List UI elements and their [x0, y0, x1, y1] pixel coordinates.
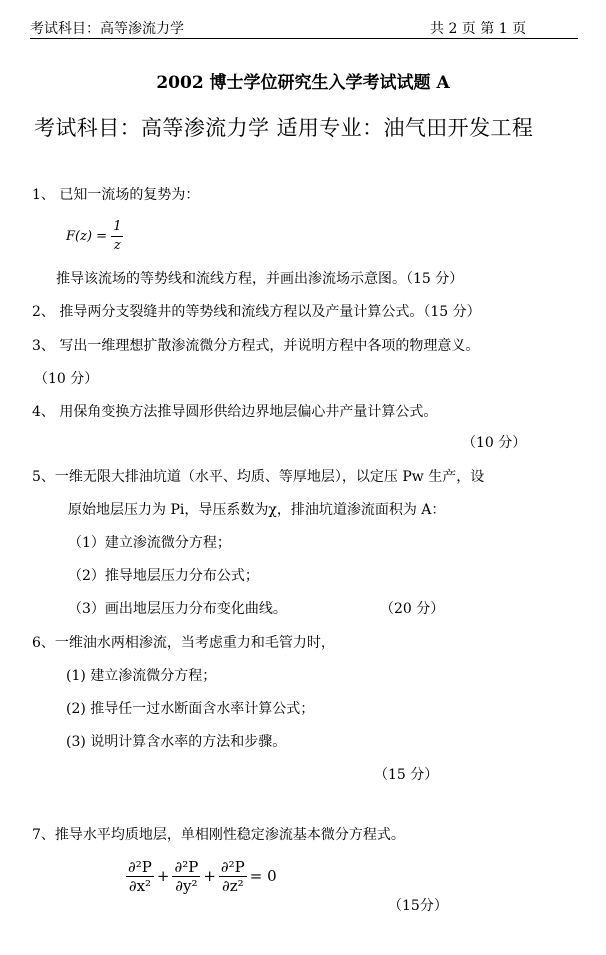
subtitle-subject-major: 考试科目：高等渗流力学 适用专业：油气田开发工程 [34, 116, 534, 140]
equals-zero: = 0 [249, 866, 277, 885]
question-3-points: （10 分） [34, 371, 99, 387]
question-4-points: （10 分） [462, 435, 527, 451]
question-6-text: 6、一维油水两相渗流，当考虑重力和毛管力时， [32, 635, 335, 651]
term-1-numerator: ∂²P [128, 858, 152, 876]
term-d2p-dy2 [172, 858, 200, 895]
header-rule [30, 38, 578, 39]
formula-numerator: 1 [111, 218, 123, 237]
question-6-item-2: (2) 推导任一过水断面含水率计算公式； [66, 701, 315, 717]
question-5-text: 5、一维无限大排油坑道（水平、均质、等厚地层），以定压 Pw 生产，设 [32, 469, 485, 485]
term-1-denominator: ∂x² [128, 877, 152, 895]
question-6-item-1: (1) 建立渗流微分方程； [66, 668, 217, 684]
question-1-text: 1、 已知一流场的复势为： [32, 187, 200, 203]
question-2-text: 2、 推导两分支裂缝井的等势线和流线方程以及产量计算公式。（15 分） [32, 304, 481, 320]
term-d2p-dx2 [126, 858, 154, 895]
question-3-text: 3、 写出一维理想扩散渗流微分方程式，并说明方程中各项的物理意义。 [32, 338, 480, 354]
question-5-item-3: （3）画出地层压力分布变化曲线。 [68, 601, 287, 617]
question-7-points: （15分） [388, 898, 448, 914]
formula-denominator: z [113, 238, 121, 253]
term-2-numerator: ∂²P [174, 858, 199, 876]
question-6-item-3: (3) 说明计算含水率的方法和步骤。 [66, 734, 287, 750]
question-6-points: （15 分） [374, 767, 439, 783]
question-4-text: 4、 用保角变换方法推导圆形供给边界地层偏心井产量计算公式。 [32, 404, 438, 420]
term-d2p-dz2 [219, 858, 247, 895]
question-5-text-cont: 原始地层压力为 Pi，导压系数为χ，排油坑道渗流面积为 A： [68, 502, 446, 518]
formula-fraction [111, 218, 123, 255]
term-2-denominator: ∂y² [175, 877, 198, 895]
question-1-formula [66, 218, 123, 255]
question-5-points: （20 分） [380, 601, 445, 617]
formula-lhs: F(z) = [66, 229, 108, 244]
term-3-numerator: ∂²P [220, 858, 245, 876]
exam-subject-header: 考试科目：高等渗流力学 [30, 21, 184, 37]
page-count-header: 共 2 页 第 1 页 [430, 21, 527, 37]
plus-sign: + [156, 866, 170, 885]
question-5-item-2: （2）推导地层压力分布公式； [68, 568, 259, 584]
plus-sign: + [203, 866, 216, 885]
question-5-item-1: （1）建立渗流微分方程； [68, 535, 231, 551]
page-title: 2002 博士学位研究生入学考试试题 A [156, 73, 450, 93]
question-7-formula [126, 858, 280, 895]
term-3-denominator: ∂z² [222, 877, 244, 895]
question-1-task: 推导该流场的等势线和流线方程，并画出渗流场示意图。（15 分） [56, 271, 464, 287]
question-7-text: 7、推导水平均质地层，单相刚性稳定渗流基本微分方程式。 [32, 827, 405, 843]
